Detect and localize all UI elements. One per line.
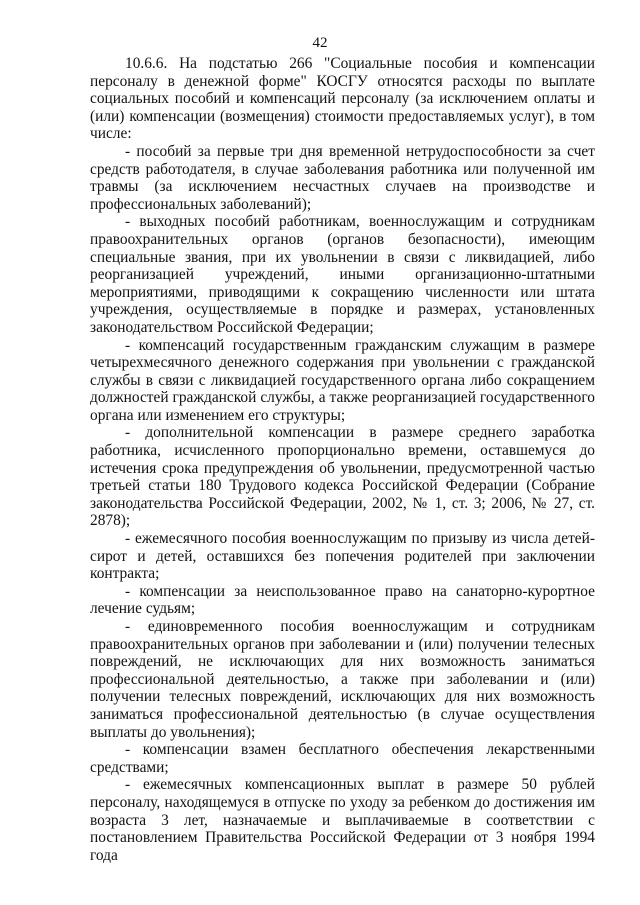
list-item: - компенсации взамен бесплатного обеспечения лекарственными средствами; [90, 741, 595, 776]
list-item: - выходных пособий работникам, военнослужащим и сотрудникам правоохранительных органов (органов безопасности), имеющим специальные звания, при их увольнении в связи с ликвидацией, либо реорганизацией учреждений, иными организационно-штатными мероприятиями, приводящими к сокращению численности или штата учреждения, осуществляемые в порядке и размерах, установленных законодательством Российской Федерации; [90, 213, 595, 336]
list-item: - компенсаций государственным гражданским служащим в размере четырехмесячного денежного содержания при увольнении с гражданской службы в связи с ликвидацией государственного органа либо сокращением должностей гражданской службы, а также реорганизацией государственного органа или изменением его структуры; [90, 336, 595, 424]
document-body [90, 55, 595, 864]
paragraph-intro: 10.6.6. На подстатью 266 "Социальные пособия и компенсации персоналу в денежной форме" КОСГУ относятся расходы по выплате социальных пособий и компенсаций персоналу (за исключением оплаты и (или) компенсации (возмещения) стоимости предоставляемых услуг), в том числе: [90, 55, 595, 143]
list-item: - дополнительной компенсации в размере среднего заработка работника, исчисленного пропорционально времени, оставшемуся до истечения срока предупреждения об увольнении, предусмотренной частью третьей статьи 180 Трудового кодекса Российской Федерации (Собрание законодательства Российской Федерации, 2002, № 1, ст. 3; 2006, № 27, ст. 2878); [90, 424, 595, 530]
list-item: - пособий за первые три дня временной нетрудоспособности за счет средств работодателя, в случае заболевания работника или полученной им травмы (за исключением несчастных случаев на производстве и профессиональных заболеваний); [90, 142, 595, 213]
page-number: 42 [312, 35, 328, 51]
list-item: - ежемесячных компенсационных выплат в размере 50 рублей персоналу, находящемуся в отпуске по уходу за ребенком до достижения им возраста 3 лет, назначаемые и выплачиваемые в соответствии с постановлением Правительства Российской Федерации от 3 ноября 1994 года [90, 776, 595, 864]
list-item: - ежемесячного пособия военнослужащим по призыву из числа детей-сирот и детей, оставшихся без попечения родителей при заключении контракта; [90, 530, 595, 583]
list-item: - компенсации за неиспользованное право на санаторно-курортное лечение судьям; [90, 582, 595, 618]
list-item: - единовременного пособия военнослужащим и сотрудникам правоохранительных органов при заболевании и (или) получении телесных повреждений, не исключающих для них возможность заниматься профессиональной деятельностью, а также при заболевании и (или) получении телесных повреждений, исключающих для них возможность заниматься профессиональной деятельностью (в случае осуществления выплаты до увольнения); [90, 618, 595, 741]
